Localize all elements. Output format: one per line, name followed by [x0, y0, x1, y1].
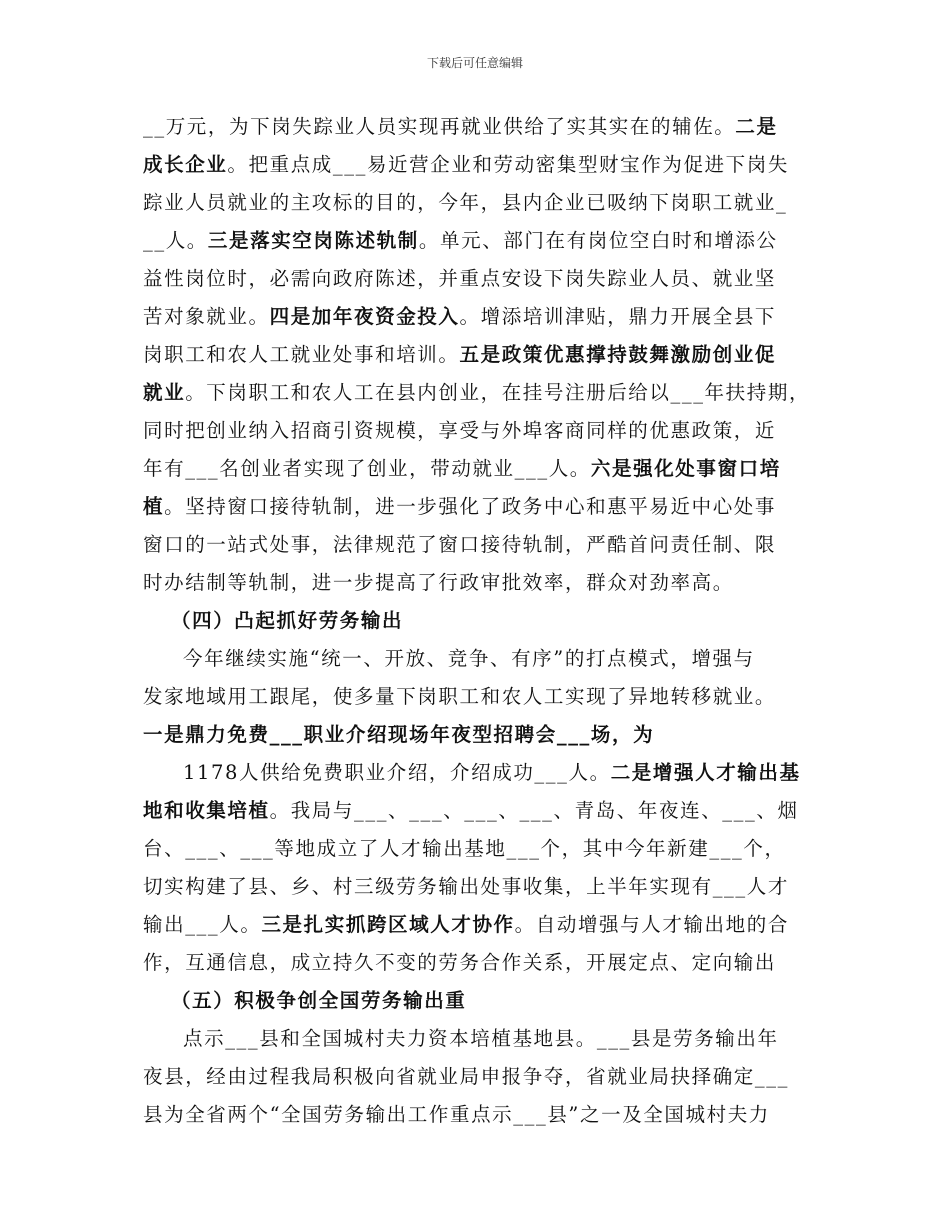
bold-text-segment: 植 [143, 495, 165, 518]
text-segment: 作，互通信息，成立持久不变的劳务合作关系，开展定点、定向输出 [143, 951, 777, 974]
text-line [143, 374, 813, 412]
bold-text-segment: （四）凸起抓好劳务输出 [171, 609, 404, 632]
text-line [143, 640, 813, 678]
text-line [143, 526, 813, 564]
text-line [143, 678, 813, 716]
text-line [143, 830, 813, 868]
text-segment: 台、___、___等地成立了人才输出基地___个，其中今年新建___个， [143, 837, 786, 860]
text-segment: 益性岗位时，必需向政府陈述，并重点安设下岗失踪业人员、就业坚 [143, 267, 777, 290]
text-line [143, 222, 813, 260]
bold-text-segment: 三是扎实抓跨区域人才协作 [261, 913, 515, 936]
text-segment: 窗口的一站式处事，法律规范了窗口接待轨制，严酷首问责任制、限 [143, 533, 777, 556]
text-segment: 踪业人员就业的主攻标的目的，今年，县内企业已吸纳下岗职工就业_ [143, 191, 788, 214]
text-segment: 。坚持窗口接待轨制，进一步强化了政务中心和惠平易近中心处事 [164, 495, 777, 518]
text-line [143, 868, 813, 906]
text-line [143, 146, 813, 184]
text-line [143, 944, 813, 982]
bold-text-segment: 成长企业 [143, 153, 228, 176]
text-segment: 时办结制等轨制，进一步提高了行政审批效率，群众对劲率高。 [143, 571, 734, 594]
text-line [143, 716, 813, 754]
text-segment: 今年继续实施“统一、开放、竞争、有序”的打点模式，增强与 [183, 647, 755, 670]
text-segment: 输出___人。 [143, 913, 262, 936]
text-segment: __人。 [143, 229, 208, 252]
text-line [143, 488, 813, 526]
text-line [143, 450, 813, 488]
text-segment: __万元，为下岗失踪业人员实现再就业供给了实其实在的辅佐。 [143, 115, 736, 138]
text-line [143, 298, 813, 336]
text-segment: 苦对象就业。 [143, 305, 270, 328]
text-line [143, 982, 813, 1020]
bold-text-segment: 四是加年夜资金投入 [269, 305, 460, 328]
text-segment: 县为全省两个“全国劳务输出工作重点示___县”之一及全国城村夫力 [143, 1103, 770, 1126]
bold-text-segment: （五）积极争创全国劳务输出重 [171, 989, 467, 1012]
document-body [143, 108, 813, 1134]
text-line [143, 754, 813, 792]
text-segment: 。把重点成___易近营企业和劳动密集型财宝作为促进下岗失 [227, 153, 789, 176]
text-segment: 。增添培训津贴，鼎力开展全县下 [459, 305, 777, 328]
bold-text-segment: 就业 [143, 381, 186, 404]
text-line [143, 564, 813, 602]
text-segment: 切实构建了县、乡、村三级劳务输出处事收集，上半年实现有___人才 [143, 875, 789, 898]
text-line [143, 260, 813, 298]
bold-text-segment: 三是落实空岗陈述轨制 [207, 229, 419, 252]
text-segment: 。自动增强与人才输出地的合 [514, 913, 789, 936]
text-line [143, 1058, 813, 1096]
text-segment: 1178人供给免费职业介绍，介绍成功___人。 [183, 761, 611, 784]
bold-text-segment: 二是 [735, 115, 778, 138]
bold-text-segment: 二是增强人才输出基 [610, 761, 801, 784]
text-segment: 。下岗职工和农人工在县内创业，在挂号注册后给以___年扶持期， [185, 381, 811, 404]
text-line [143, 184, 813, 222]
text-segment: 岗职工和农人工就业处事和培训。 [143, 343, 460, 366]
text-segment: 。我局与___、___、___、___、青岛、年夜连、___、烟 [269, 799, 799, 822]
text-segment: 点示___县和全国城村夫力资本培植基地县。___县是劳务输出年 [183, 1027, 779, 1050]
text-line [143, 412, 813, 450]
bold-text-segment: 一是鼎力免费___职业介绍现场年夜型招聘会___场，为 [143, 723, 655, 746]
page-header: 下载后可任意编辑 [426, 56, 523, 70]
text-segment: 发家地域用工跟尾，使多量下岗职工和农人工实现了异地转移就业。 [143, 685, 777, 708]
text-segment: 同时把创业纳入招商引资规模，享受与外埠客商同样的优惠政策，近 [143, 419, 777, 442]
text-line [143, 906, 813, 944]
text-line [143, 1096, 813, 1134]
text-line [143, 792, 813, 830]
text-line [143, 108, 813, 146]
text-segment: 夜县，经由过程我局积极向省就业局申报争夺，省就业局抉择确定___ [143, 1065, 789, 1088]
bold-text-segment: 地和收集培植 [143, 799, 270, 822]
bold-text-segment: 六是强化处事窗口培 [590, 457, 781, 480]
text-segment: 。单元、部门在有岗位空白时和增添公 [418, 229, 778, 252]
bold-text-segment: 五是政策优惠撑持鼓舞激励创业促 [459, 343, 777, 366]
text-line [143, 336, 813, 374]
text-line [143, 1020, 813, 1058]
text-segment: 年有___名创业者实现了创业，带动就业___人。 [143, 457, 591, 480]
text-line [143, 602, 813, 640]
